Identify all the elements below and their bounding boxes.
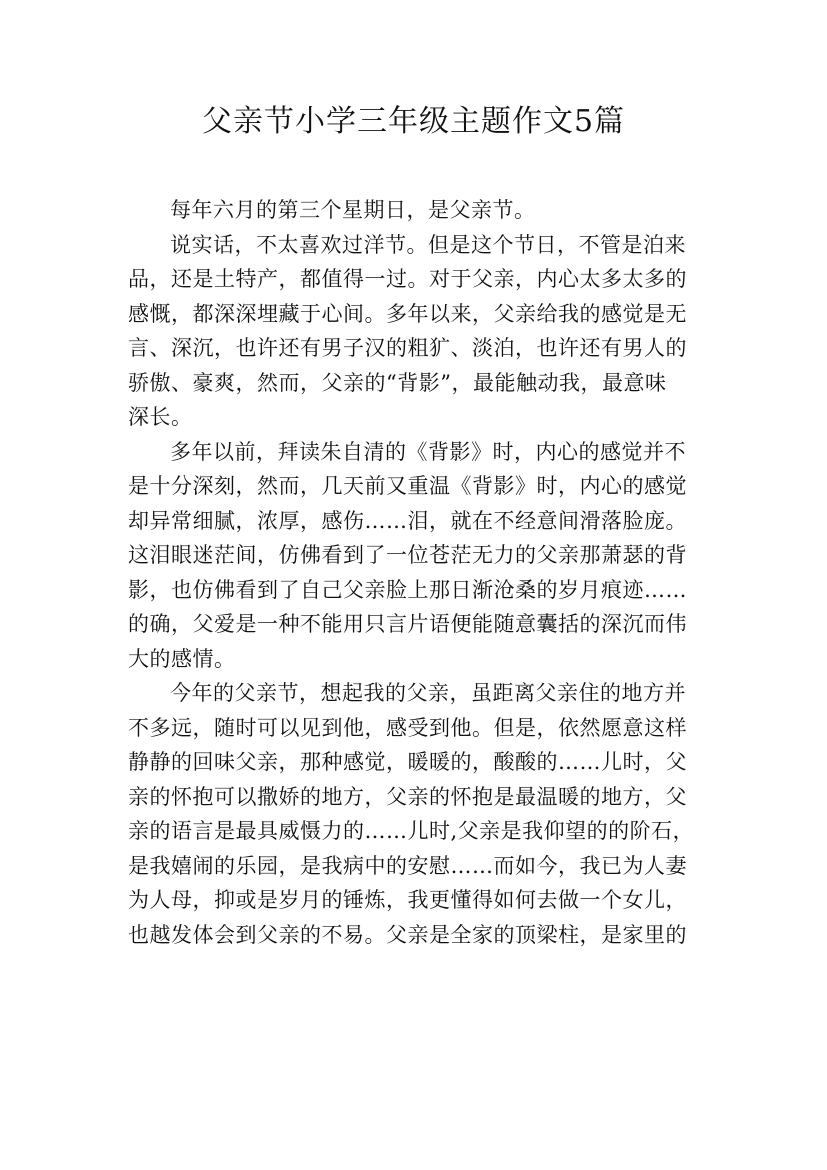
text-line: 骄傲、豪爽，然而，父亲的“背影”，最能触动我，最意味: [128, 370, 667, 395]
text-line: 言、深沉，也许还有男子汉的粗犷、淡泊，也许还有男人的: [128, 336, 687, 360]
text-line: 这泪眼迷茫间，仿佛看到了一位苍茫无力的父亲那萧瑟的背: [128, 543, 687, 567]
text-line: 深长。: [128, 405, 193, 429]
text-line: 多年以前，拜读朱自清的《背影》时，内心的感觉并不: [170, 439, 686, 464]
text-line: 亲的语言是最具威慑力的……儿时,父亲是我仰望的的阶石，: [128, 819, 695, 843]
text-line: 每年六月的第三个星期日，是父亲节。: [170, 198, 536, 222]
text-line: 却异常细腻，浓厚，感伤……泪，就在不经意间滑落脸庞。: [128, 508, 687, 533]
document-title: 父亲节小学三年级主题作文5篇: [201, 104, 626, 139]
text-line: 影，也仿佛看到了自己父亲脸上那日渐沧桑的岁月痕迹……: [128, 577, 687, 602]
text-line: 今年的父亲节，想起我的父亲，虽距离父亲住的地方并: [170, 681, 686, 705]
text-line: 也越发体会到父亲的不易。父亲是全家的顶梁柱，是家里的: [128, 922, 687, 947]
text-line: 品，还是土特产，都值得一过。对于父亲，内心太多太多的: [128, 267, 687, 291]
text-line: 是十分深刻，然而，几天前又重温《背影》时，内心的感觉: [128, 474, 687, 498]
text-line: 是我嬉闹的乐园，是我病中的安慰……而如今，我已为人妻: [128, 853, 687, 878]
document-body: [128, 193, 710, 952]
text-line: 静静的回味父亲，那种感觉，暖暖的，酸酸的……儿时，父: [128, 750, 687, 774]
text-line: 的确，父爱是一种不能用只言片语便能随意囊括的深沉而伟: [128, 612, 687, 636]
text-line: 为人母，抑或是岁月的锤炼，我更懂得如何去做一个女儿，: [128, 888, 687, 912]
text-line: 亲的怀抱可以撒娇的地方，父亲的怀抱是最温暖的地方，父: [128, 784, 687, 809]
text-line: 不多远，随时可以见到他，感受到他。但是，依然愿意这样: [128, 715, 687, 740]
text-line: 大的感情。: [128, 646, 236, 671]
text-line: 说实话，不太喜欢过洋节。但是这个节日，不管是泊来: [170, 232, 686, 257]
text-line: 感慨，都深深埋藏于心间。多年以来，父亲给我的感觉是无: [128, 301, 687, 326]
